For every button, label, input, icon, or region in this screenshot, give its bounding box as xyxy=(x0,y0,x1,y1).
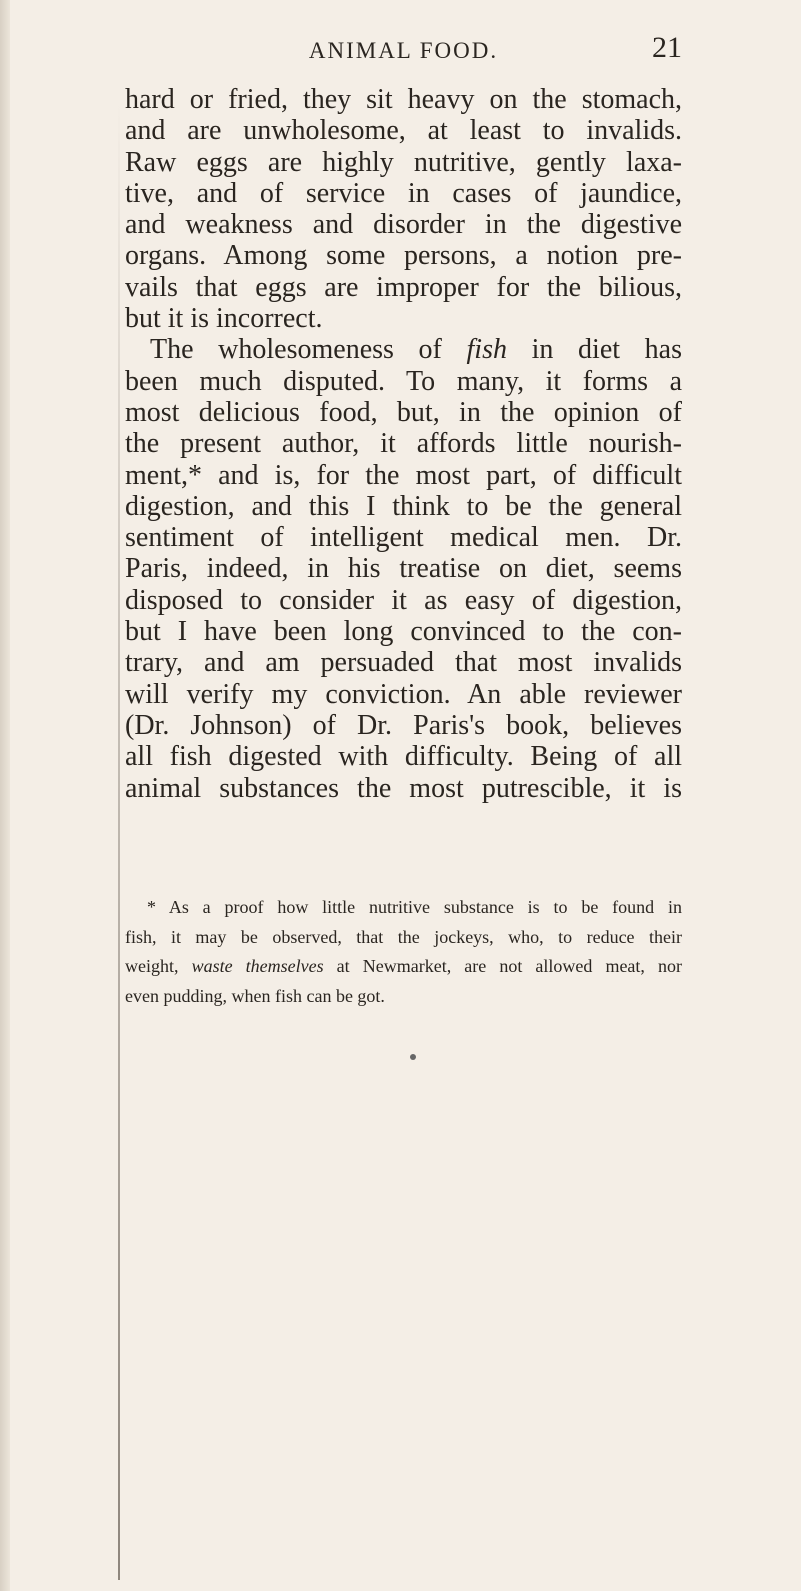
paragraph-start-line: The wholesomeness of fish in diet has xyxy=(150,334,683,366)
text-line: organs. Among some persons, a notion pre- xyxy=(125,240,682,272)
ink-speck xyxy=(410,1054,416,1060)
footnote-line: fish, it may be observed, that the jockeys, who, to reduce their xyxy=(125,926,682,947)
footnote xyxy=(125,893,682,1011)
text-line: sentiment of intelligent medical men. Dr. xyxy=(125,522,682,554)
page-edge xyxy=(0,0,10,1591)
text-line: trary, and am persuaded that most invalids xyxy=(125,647,682,679)
text-line: ment,* and is, for the most part, of difficult xyxy=(125,459,682,491)
page-header xyxy=(125,30,682,70)
text-line: Paris, indeed, in his treatise on diet, seems xyxy=(125,553,682,585)
text-line: vails that eggs are improper for the bilious, xyxy=(125,271,682,303)
footnote-line: * As a proof how little nutritive substance is to be found in xyxy=(147,897,682,917)
text-line: but it is incorrect. xyxy=(125,303,323,335)
page-number: 21 xyxy=(652,31,682,64)
footnote-line: even pudding, when fish can be got. xyxy=(125,985,385,1006)
body-text xyxy=(125,84,682,804)
text-line: been much disputed. To many, it forms a xyxy=(125,365,682,397)
text-line: Raw eggs are highly nutritive, gently laxa- xyxy=(125,146,682,178)
text-line: will verify my conviction. An able reviewer xyxy=(125,678,682,710)
binding-shadow xyxy=(118,100,120,1580)
text-line: the present author, it affords little nourish- xyxy=(125,428,682,460)
text-line: tive, and of service in cases of jaundice, xyxy=(125,177,682,209)
text-line: but I have been long convinced to the con- xyxy=(125,616,682,648)
running-title: ANIMAL FOOD. xyxy=(308,38,499,63)
text-line: animal substances the most putrescible, it is xyxy=(125,772,682,804)
text-line: all fish digested with difficulty. Being of all xyxy=(125,741,682,773)
text-line: and weakness and disorder in the digestive xyxy=(125,209,682,241)
text-line: disposed to consider it as easy of digestion, xyxy=(125,584,682,616)
text-line: (Dr. Johnson) of Dr. Paris's book, believes xyxy=(125,709,682,741)
text-line: and are unwholesome, at least to invalids. xyxy=(125,115,682,147)
text-line: digestion, and this I think to be the general xyxy=(125,490,682,522)
text-line: hard or fried, they sit heavy on the stomach, xyxy=(125,84,682,115)
text-line: most delicious food, but, in the opinion of xyxy=(125,396,682,428)
footnote-line: weight, waste themselves at Newmarket, are not allowed meat, nor xyxy=(125,956,682,976)
